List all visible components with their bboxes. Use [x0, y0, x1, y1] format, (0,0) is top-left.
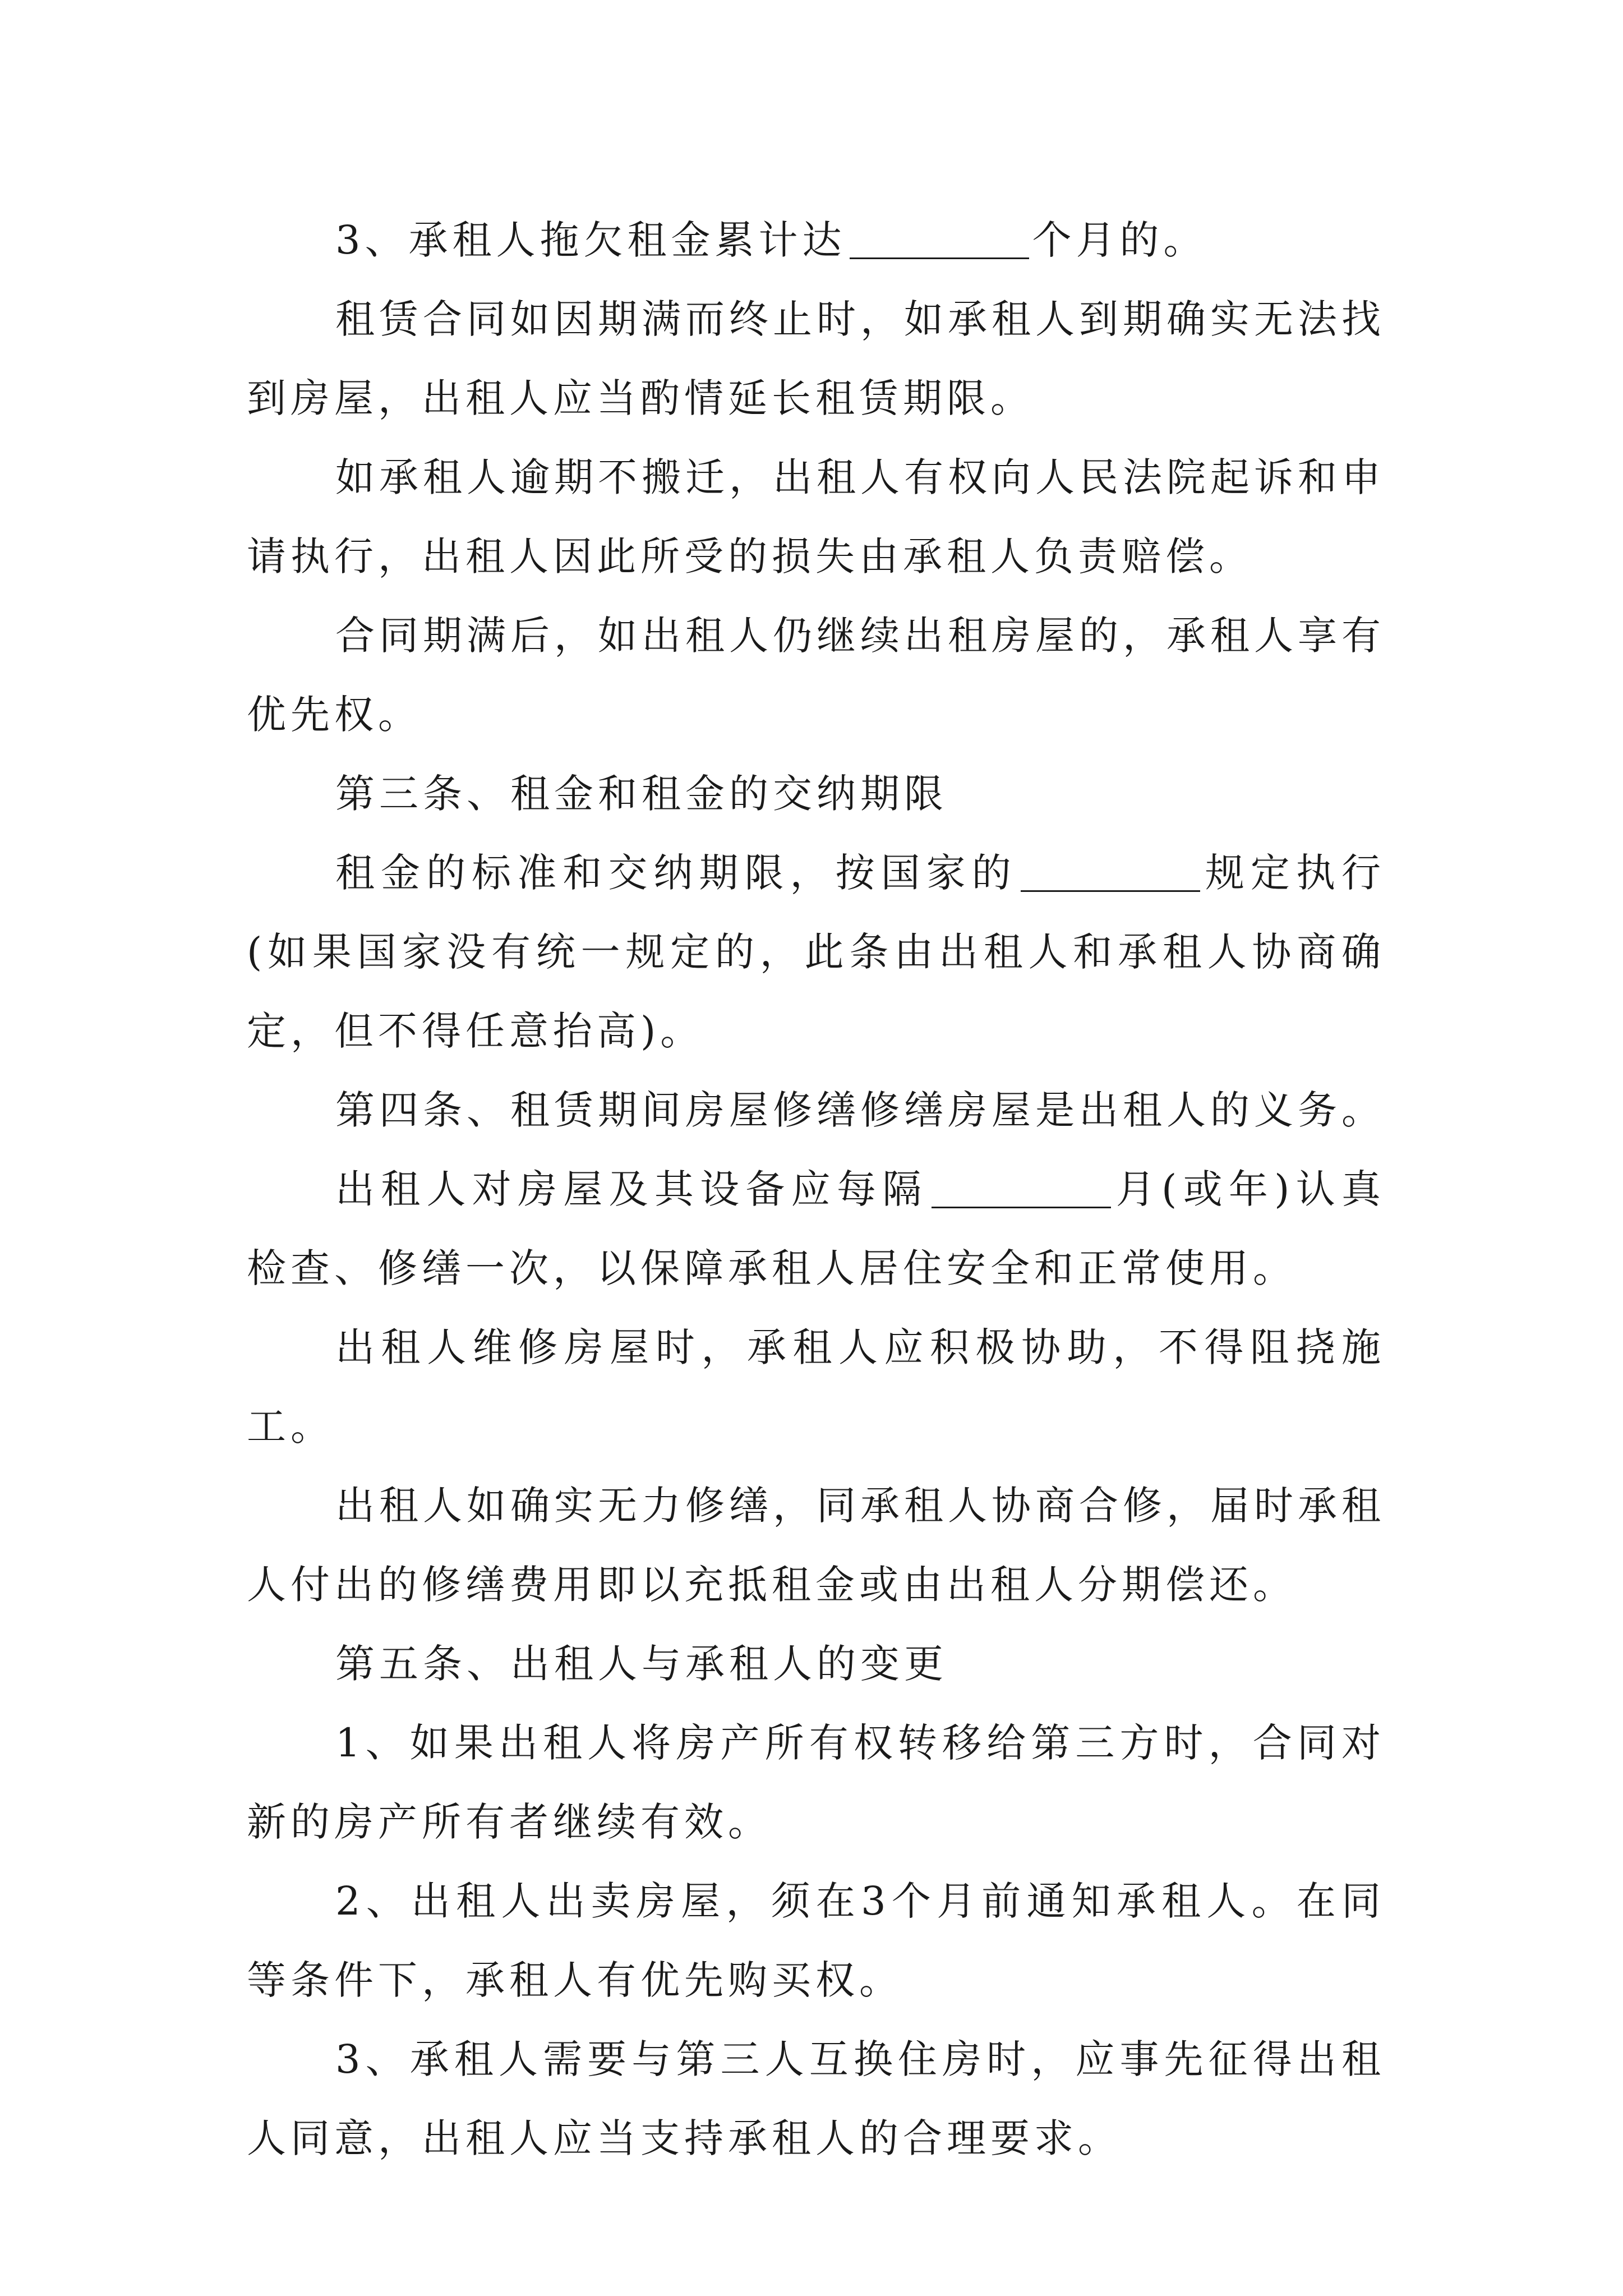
section-heading-article-5: 第五条、出租人与承租人的变更 — [335, 1641, 948, 1687]
fill-in-blank — [850, 218, 1029, 259]
paragraph-joint-repair: 出租人如确实无力修缮，同承租人协商合修，届时承租人付出的修缮费用即以充抵租金或由出租人分期偿还。 — [247, 1483, 1385, 1608]
paragraph-lease-expiry: 租赁合同如因期满而终止时，如承租人到期确实无法找到房屋，出租人应当酌情延长租赁期限。 — [247, 296, 1385, 421]
paragraph-arrears-clause: 3、承租人拖欠租金累计达 个月的。 — [335, 217, 1207, 263]
paragraph-inspection-interval: 出租人对房屋及其设备应每隔 月(或年)认真检查、修缮一次，以保障承租人居住安全和正常使用。 — [247, 1166, 1386, 1291]
fill-in-blank — [1021, 851, 1200, 892]
paragraph-overdue-relocation: 如承租人逾期不搬迁，出租人有权向人民法院起诉和申请执行，出租人因此所受的损失由承租人负责赔偿。 — [247, 454, 1385, 579]
fill-in-blank — [932, 1167, 1111, 1208]
paragraph-ownership-transfer: 1、如果出租人将房产所有权转移给第三方时，合同对新的房产所有者继续有效。 — [247, 1720, 1385, 1845]
paragraph-priority-right: 合同期满后，如出租人仍继续出租房屋的，承租人享有优先权。 — [247, 613, 1385, 738]
paragraph-rent-standard: 租金的标准和交纳期限，按国家的 规定执行(如果国家没有统一规定的，此条由出租人和承租人协商确定，但不得任意抬高)。 — [247, 850, 1386, 1054]
paragraph-sale-notice: 2、出租人出卖房屋，须在3个月前通知承租人。在同等条件下，承租人有优先购买权。 — [247, 1878, 1385, 2003]
document-body — [247, 201, 1385, 2178]
paragraph-repair-cooperation: 出租人维修房屋时，承租人应积极协助，不得阻挠施工。 — [247, 1324, 1385, 1450]
paragraph-housing-exchange: 3、承租人需要与第三人互换住房时，应事先征得出租人同意，出租人应当支持承租人的合理要求。 — [247, 2036, 1385, 2161]
section-heading-article-4: 第四条、租赁期间房屋修缮修缮房屋是出租人的义务。 — [335, 1087, 1385, 1133]
section-heading-article-3: 第三条、租金和租金的交纳期限 — [335, 771, 948, 817]
